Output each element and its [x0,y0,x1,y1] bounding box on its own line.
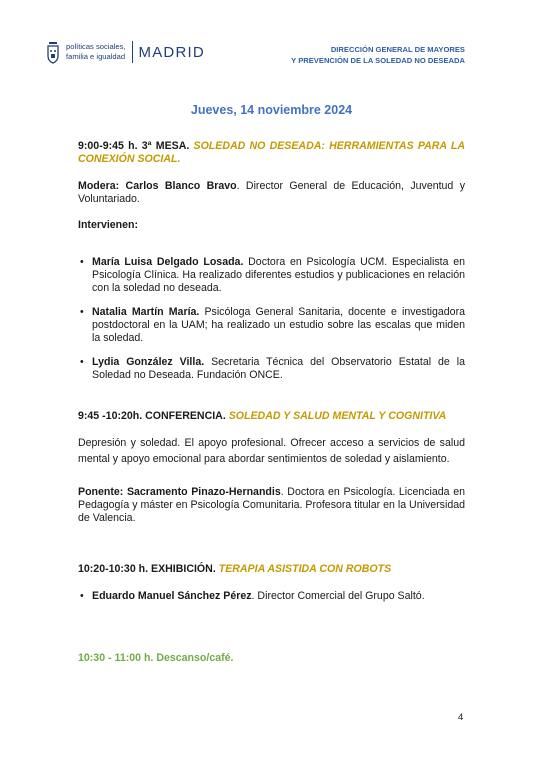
madrid-logo [46,40,205,64]
mesa-moderator: Modera: Carlos Blanco Bravo. Director General de Educación, Juventud y Voluntariado. [78,180,465,205]
conferencia-heading: 9:45 -10:20h. CONFERENCIA. SOLEDAD Y SALUD MENTAL Y COGNITIVA [78,410,447,422]
page-number: 4 [458,712,464,723]
logo-department-text: políticas sociales, familia e igualdad [66,42,126,61]
directorate-header: DIRECCIÓN GENERAL DE MAYORES Y PREVENCIÓN DE LA SOLEDAD NO DESEADA [291,45,465,65]
mesa-heading: 9:00-9:45 h. 3ª MESA. SOLEDAD NO DESEADA: HERRAMIENTAS PARA LA CONEXIÓN SOCIAL. [78,140,465,165]
mesa-speakers-list [78,256,465,382]
madrid-crest-icon [46,40,60,64]
list-item: • Lydia González Villa. Secretaria Técnica del Observatorio Estatal de la Soledad no Deseada. Fundación ONCE. [80,356,465,381]
conferencia-description: Depresión y soledad. El apoyo profesional. Ofrecer acceso a servicios de salud mental y apoyo emocional para abordar sentimientos de soledad y aislamiento. [78,437,465,465]
exhibicion-heading: 10:20-10:30 h. EXHIBICIÓN. TERAPIA ASISTIDA CON ROBOTS [78,563,392,575]
list-item: • Natalia Martín María. Psicóloga General Sanitaria, docente e investigadora postdoctoral en la UAM; ha realizado un estudio sobre las escalas que miden la soledad. [80,306,465,344]
conferencia-speaker: Ponente: Sacramento Pinazo-Hernandis. Doctora en Psicología. Licenciada en Pedagogía y máster en Psicología Comunitaria. Profesora titular en la Universidad de Valencia. [78,486,465,524]
logo-divider [132,41,133,63]
session-date: Jueves, 14 noviembre 2024 [190,103,353,117]
speakers-label: Intervienen: [78,219,139,231]
list-item: • María Luisa Delgado Losada. Doctora en Psicología UCM. Especialista en Psicología Clínica. Ha realizado diferentes estudios y publicaciones en relación con la soledad no deseada. [80,256,466,294]
exhibicion-speakers-list [78,590,465,603]
break-notice: 10:30 - 11:00 h. Descanso/café. [78,652,234,664]
logo-city: MADRID [138,43,205,61]
list-item: • Eduardo Manuel Sánchez Pérez. Director Comercial del Grupo Saltó. [80,590,425,602]
